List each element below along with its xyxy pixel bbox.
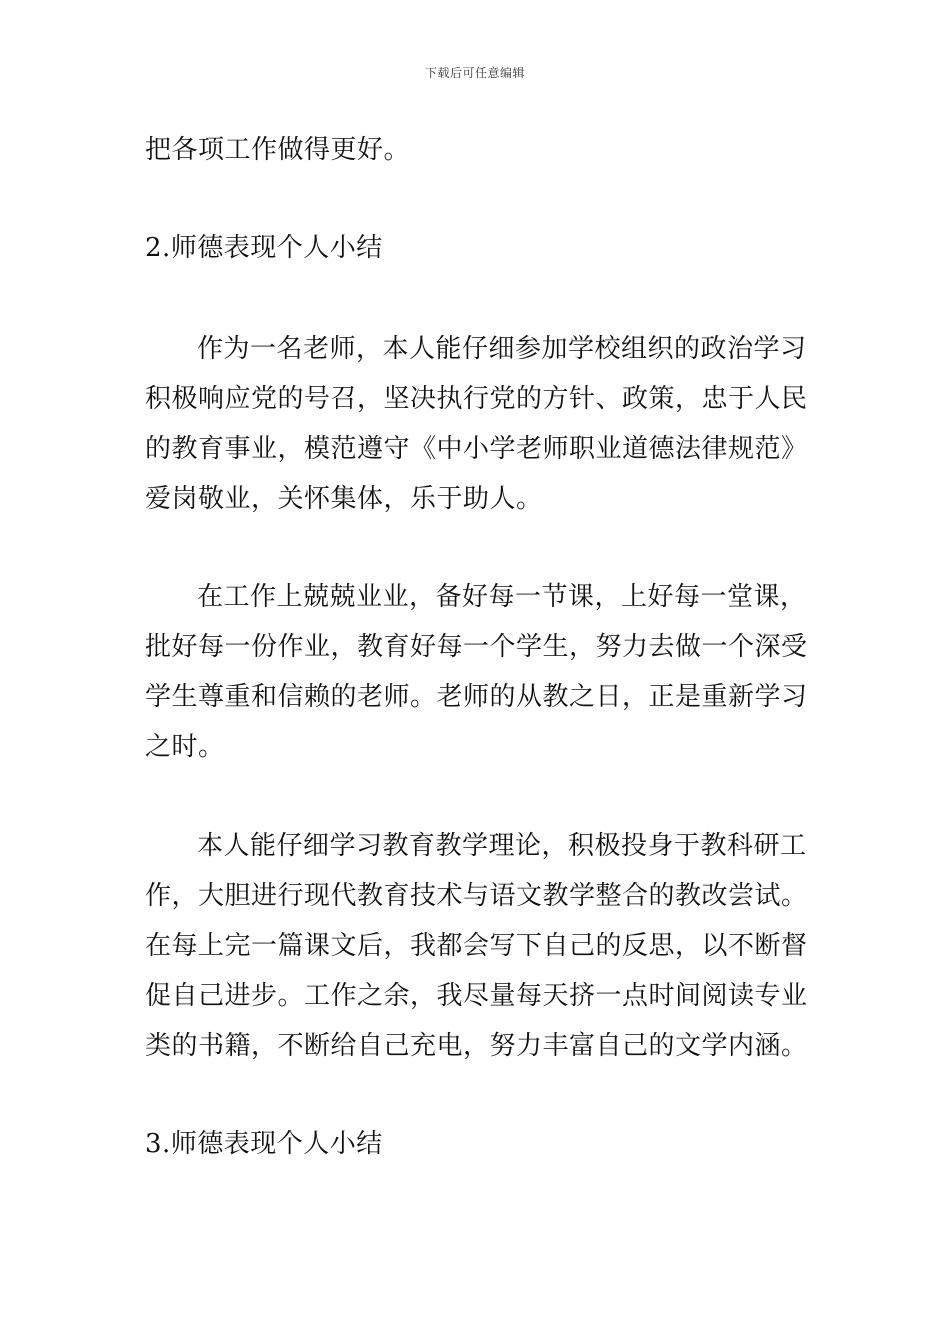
section-heading: 2.师德表现个人小结	[145, 233, 383, 263]
section-heading: 3.师德表现个人小结	[145, 1129, 383, 1159]
paragraph-line: 在每上完一篇课文后，我都会写下自己的反思，以不断督	[145, 931, 808, 961]
paragraph-line: 的教育事业，模范遵守《中小学老师职业道德法律规范》	[145, 434, 808, 464]
header-note: 下载后可任意编辑	[424, 66, 525, 80]
paragraph-line: 作，大胆进行现代教育技术与语文教学整合的教改尝试。	[145, 881, 808, 911]
paragraph-line: 批好每一份作业，教育好每一个学生，努力去做一个深受	[145, 632, 808, 662]
paragraph-line: 之时。	[145, 732, 225, 762]
paragraph-line: 类的书籍，不断给自己充电，努力丰富自己的文学内涵。	[145, 1031, 808, 1061]
paragraph-line: 作为一名老师，本人能仔细参加学校组织的政治学习	[197, 334, 807, 364]
paragraph-line: 学生尊重和信赖的老师。老师的从教之日，正是重新学习	[145, 682, 808, 712]
paragraph-line: 本人能仔细学习教育教学理论，积极投身于教科研工	[197, 831, 807, 861]
paragraph-line: 在工作上兢兢业业，备好每一节课，上好每一堂课，	[197, 582, 807, 612]
paragraph-line: 爱岗敬业，关怀集体，乐于助人。	[145, 484, 543, 514]
paragraph-line: 促自己进步。工作之余，我尽量每天挤一点时间阅读专业	[145, 981, 808, 1011]
paragraph-line: 把各项工作做得更好。	[145, 135, 411, 165]
paragraph-line: 积极响应党的号召，坚决执行党的方针、政策，忠于人民	[145, 384, 808, 414]
